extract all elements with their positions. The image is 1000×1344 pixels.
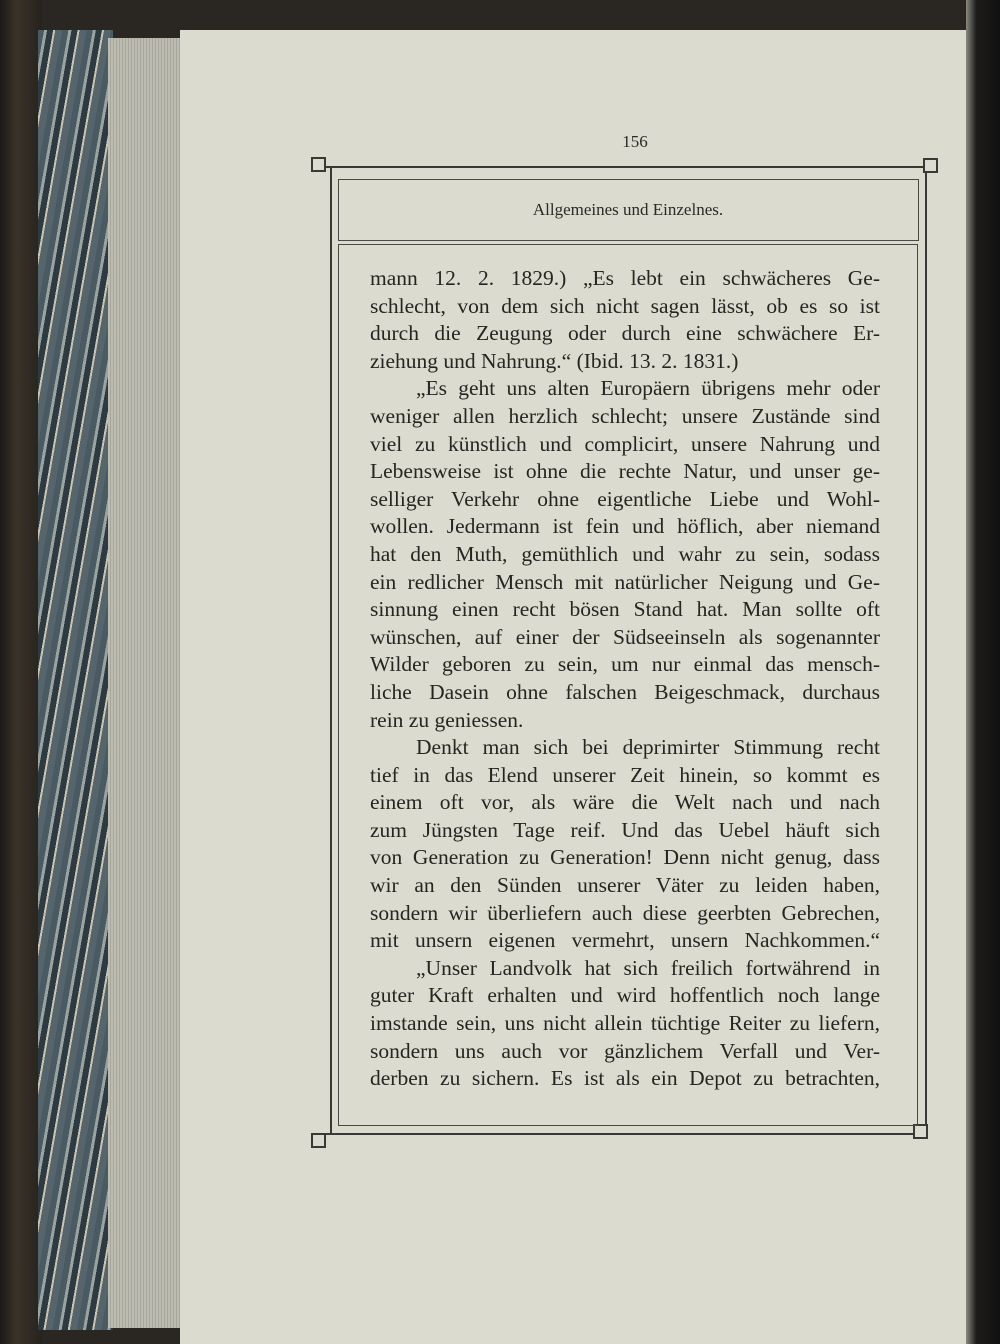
- text-line: sondern wir überliefern auch diese geerbten Gebrechen,: [370, 900, 880, 925]
- text-line: weniger allen herzlich schlecht; unsere Zustände sind: [370, 403, 880, 428]
- text-line: ziehung und Nahrung.“ (Ibid. 13. 2. 1831.): [370, 348, 739, 373]
- page-number: 156: [622, 132, 648, 151]
- text-line: selliger Verkehr ohne eigentliche Liebe und Wohl-: [370, 486, 880, 511]
- text-line: wollen. Jedermann ist fein und höflich, aber niemand: [370, 514, 880, 539]
- text-line: viel zu künstlich und complicirt, unsere Nahrung und: [370, 431, 880, 456]
- text-line: tief in das Elend unserer Zeit hinein, so kommt es: [370, 762, 880, 787]
- text-line: zum Jüngsten Tage reif. Und das Uebel häuft sich: [370, 817, 880, 842]
- text-line: Denkt man sich bei deprimirter Stimmung recht: [416, 735, 880, 760]
- text-line: sondern uns auch vor gänzlichem Verfall und Ver-: [370, 1038, 880, 1063]
- frame-corner-square: [311, 1133, 326, 1148]
- text-line: durch die Zeugung oder durch eine schwächere Er-: [370, 321, 880, 346]
- text-line: liche Dasein ohne falschen Beigeschmack, durchaus: [370, 679, 880, 704]
- text-line: wünschen, auf einer der Südseeinseln als sogenannter: [370, 624, 880, 649]
- text-line: sinnung einen recht bösen Stand hat. Man sollte oft: [370, 597, 880, 622]
- text-line: Lebensweise ist ohne die rechte Natur, und unser ge-: [370, 459, 880, 484]
- text-line: imstande sein, uns nicht allein tüchtige Reiter zu liefern,: [370, 1011, 880, 1036]
- text-line: mann 12. 2. 1829.) „Es lebt ein schwächeres Ge-: [370, 266, 880, 290]
- text-line: rein zu geniessen.: [370, 707, 524, 732]
- page-edges: [108, 38, 183, 1328]
- text-line: einem oft vor, als wäre die Welt nach und nach: [370, 790, 880, 815]
- right-page-edge: [966, 0, 1000, 1344]
- text-line: guter Kraft erhalten und wird hoffentlich noch lange: [370, 983, 880, 1008]
- frame-rule-left: [330, 166, 332, 1134]
- marbled-cover-edge: [38, 30, 113, 1330]
- text-line: derben zu sichern. Es ist als ein Depot zu betrachten,: [370, 1066, 880, 1091]
- text-line: „Es geht uns alten Europäern übrigens mehr oder: [416, 376, 880, 401]
- text-line: schlecht, von dem sich nicht sagen lässt, ob es so ist: [370, 293, 880, 318]
- text-line: wir an den Sünden unserer Väter zu leiden haben,: [370, 873, 880, 898]
- body-text: [370, 265, 880, 1093]
- text-line: Wilder geboren zu sein, um nur einmal das mensch-: [370, 652, 880, 677]
- text-line: „Unser Landvolk hat sich freilich fortwährend in: [416, 955, 880, 980]
- frame-corner-square: [913, 1124, 928, 1139]
- text-line: ein redlicher Mensch mit natürlicher Neigung und Ge-: [370, 569, 880, 594]
- frame-rule-top: [318, 166, 930, 168]
- frame-rule-bottom: [318, 1133, 918, 1135]
- frame-corner-square: [311, 157, 326, 172]
- text-line: von Generation zu Generation! Denn nicht genug, dass: [370, 845, 880, 870]
- frame-rule-right: [925, 166, 927, 1128]
- text-line: hat den Muth, gemüthlich und wahr zu sein, sodass: [370, 541, 880, 566]
- text-line: mit unsern eigenen vermehrt, unsern Nachkommen.“: [370, 928, 880, 953]
- frame-corner-square: [923, 158, 938, 173]
- running-head: Allgemeines und Einzelnes.: [532, 200, 724, 219]
- book-binding: [0, 0, 42, 1344]
